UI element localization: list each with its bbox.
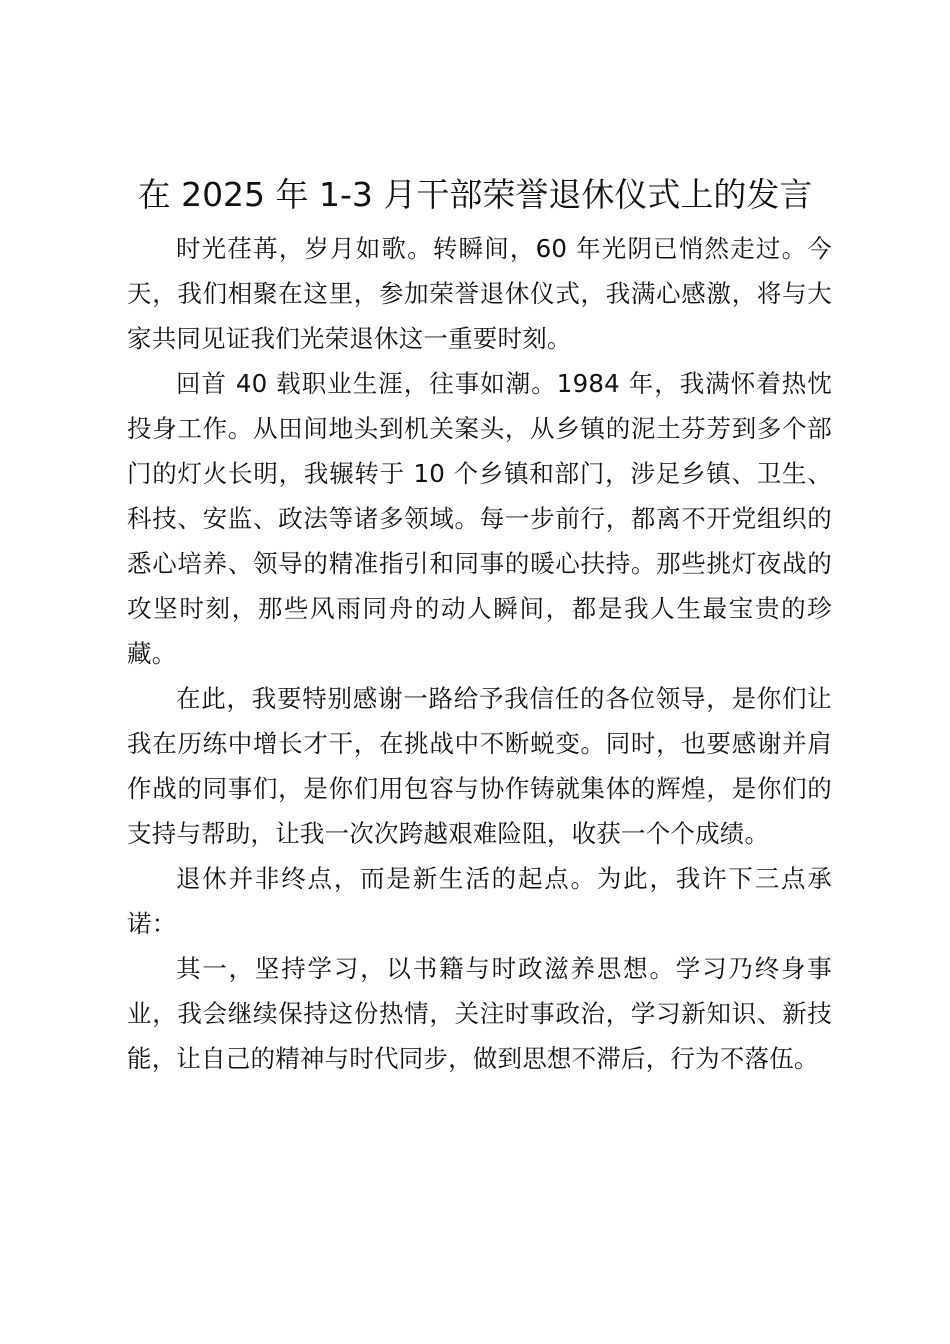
paragraph-opening: 时光荏苒，岁月如歌。转瞬间，60 年光阴已悄然走过。今天，我们相聚在这里，参加荣誉退休仪式，我满心感激，将与大家共同见证我们光荣退休这一重要时刻。 <box>127 234 832 353</box>
paragraph-career: 回首 40 载职业生涯，往事如潮。1984 年，我满怀着热忱投身工作。从田间地头到机关案头，从乡镇的泥土芬芳到多个部门的灯火长明，我辗转于 10 个乡镇和部门，涉足乡镇、卫生、科技、安监、政法等诸多领域。每一步前行，都离不开党组织的悉心培养、领导的精准指引和同事的暖心扶持。那些挑灯夜战的攻坚时刻，那些风雨同舟的动人瞬间，都是我人生最宝贵的珍藏。 <box>127 369 832 668</box>
document-body <box>127 226 832 1081</box>
paragraph-promise-intro: 退休并非终点，而是新生活的起点。为此，我许下三点承诺： <box>127 864 832 938</box>
paragraph-promise-one: 其一，坚持学习，以书籍与时政滋养思想。学习乃终身事业，我会继续保持这份热情，关注时事政治，学习新知识、新技能，让自己的精神与时代同步，做到思想不滞后，行为不落伍。 <box>127 954 832 1073</box>
document-title: 在 2025 年 1-3 月干部荣誉退休仪式上的发言 <box>137 175 813 214</box>
paragraph-thanks: 在此，我要特别感谢一路给予我信任的各位领导，是你们让我在历练中增长才干，在挑战中不断蜕变。同时，也要感谢并肩作战的同事们，是你们用包容与协作铸就集体的辉煌，是你们的支持与帮助，让我一次次跨越艰难险阻，收获一个个成绩。 <box>127 684 832 848</box>
